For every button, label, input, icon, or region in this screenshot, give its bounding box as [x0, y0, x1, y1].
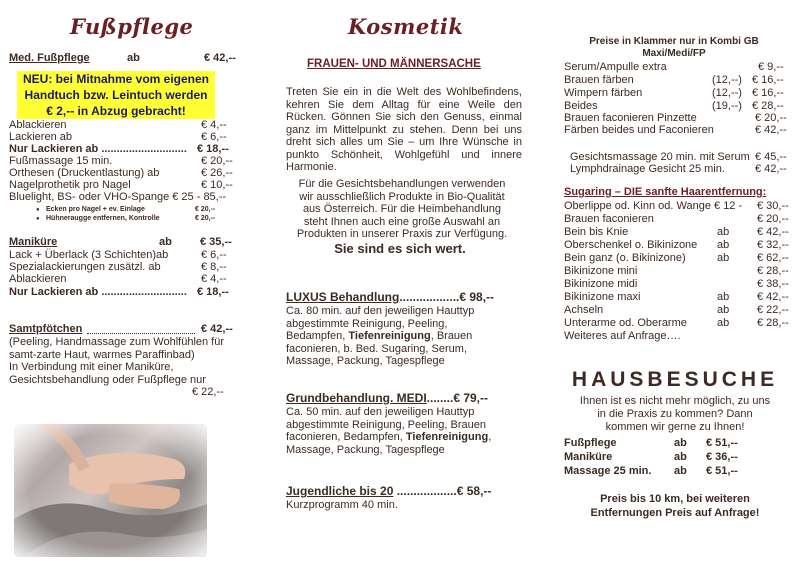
- item-label: Brauen faconieren: [564, 213, 654, 225]
- item-label: Serum/Ampulle extra: [564, 61, 667, 73]
- item-combo-price: (19,--): [712, 100, 742, 112]
- item-price: € 30,--: [757, 200, 789, 212]
- luxus-description: [286, 305, 526, 368]
- manikuere-row: [9, 236, 239, 248]
- item-label: Nagelprothetik pro Nagel: [9, 179, 131, 191]
- jugend-dots: ..................: [393, 484, 457, 498]
- item-label: Weiteres auf Anfrage….: [564, 330, 681, 342]
- grund-bold: Tiefenreinigung: [405, 431, 489, 443]
- item-price: € 42,--: [755, 124, 787, 136]
- samt-line: Gesichtsbehandlung oder Fußpflege nur: [9, 373, 206, 386]
- item-price: € 16,--: [752, 87, 784, 99]
- hausbesuche-text: [556, 395, 794, 434]
- item-price: € 45,--: [755, 151, 787, 163]
- item-price: € 20,--: [755, 112, 787, 124]
- item-price: € 20,--: [195, 206, 216, 213]
- manikuere-ab: ab: [159, 236, 172, 248]
- item-price: € 62,--: [757, 252, 789, 264]
- list-item: [564, 213, 794, 225]
- list-item: [564, 278, 794, 290]
- item-price: € 26,--: [201, 167, 233, 179]
- item-price: € 10,--: [201, 179, 233, 191]
- item-label: Maniküre: [564, 451, 613, 463]
- item-price: € 28,--: [752, 100, 784, 112]
- column-extras: [556, 0, 800, 562]
- item-label: Oberlippe od. Kinn od. Wange € 12 -: [564, 200, 743, 212]
- manikuere-label: Maniküre: [9, 236, 58, 248]
- item-price: € 42,--: [757, 291, 789, 303]
- list-item: [9, 131, 239, 143]
- item-label: Beides: [564, 100, 598, 112]
- list-item: [564, 87, 790, 99]
- item-label: Orthesen (Druckentlastung) ab: [9, 167, 160, 179]
- item-label: Ecken pro Nagel + ev. Einlage: [46, 206, 145, 213]
- item-price: € 20,--: [201, 155, 233, 167]
- item-ab: ab: [717, 252, 730, 264]
- item-label: Lymphdrainage Gesicht 25 min.: [570, 163, 725, 175]
- item-label: Fußpflege: [564, 437, 617, 449]
- item-label: Nur Lackieren ab ............................: [9, 286, 187, 298]
- item-price: € 22,--: [757, 304, 789, 316]
- item-label: Bikinizone mini: [564, 265, 638, 277]
- list-item: [564, 124, 790, 136]
- grund-line: Ca. 50 min. auf den jeweiligen Hauttyp: [286, 406, 475, 418]
- item-price: € 42,--: [755, 163, 787, 175]
- item-label: Gesichtsmassage 20 min. mit Serum: [570, 151, 750, 163]
- item-combo-price: (12,--): [712, 87, 742, 99]
- grund-label: Grundbehandlung. MEDI: [286, 391, 427, 405]
- luxus-bold: Tiefenreinigung: [348, 330, 431, 342]
- jugend-price: € 58,--: [456, 484, 492, 498]
- hausbesuche-footer: [556, 492, 794, 520]
- hausbesuche-line: in die Praxis zu kommen? Dann: [597, 408, 753, 420]
- med-fusspflege-label: Med. Fußpflege: [9, 52, 90, 64]
- samtpfoetchen-row: [9, 323, 239, 335]
- item-price: € 16,--: [752, 74, 784, 86]
- luxus-line: [286, 330, 526, 343]
- item-ab: ab: [717, 226, 730, 238]
- item-price: € 51,--: [706, 437, 738, 449]
- item-price: € 6,--: [201, 249, 227, 261]
- luxus-line: abgestimmte Reinigung, Peeling,: [286, 317, 448, 330]
- item-price: € 51,--: [706, 465, 738, 477]
- list-item: [564, 163, 794, 175]
- frauen-maennersache-heading: FRAUEN- UND MÄNNERSACHE: [307, 58, 481, 70]
- item-price: € 36,--: [706, 451, 738, 463]
- hands-image: [14, 424, 207, 557]
- grund-dots: ........: [426, 391, 454, 405]
- list-item: [564, 200, 794, 212]
- grund-text: ,: [488, 431, 492, 443]
- list-item: [564, 317, 794, 329]
- grund-line: [286, 431, 526, 444]
- list-item: [9, 119, 239, 131]
- samt-label: Samtpfötchen: [9, 323, 83, 335]
- item-ab: ab: [717, 317, 730, 329]
- item-label: Brauen färben: [564, 74, 634, 86]
- hands-photo: [14, 424, 207, 557]
- item-ab: ab: [717, 239, 730, 251]
- list-item: [564, 239, 794, 251]
- bio-line: wir ausschließlich Produkte in Bio-Qualität: [299, 190, 505, 203]
- item-price: € 8,--: [201, 261, 227, 273]
- item-price: € 9,--: [758, 61, 784, 73]
- column-fusspflege: [0, 0, 248, 562]
- item-label: Bikinizone maxi: [564, 291, 641, 303]
- item-ab: ab: [674, 465, 687, 477]
- kombi-note-2: Maxi/Medi/FP: [642, 48, 706, 59]
- med-fusspflege-price: € 42,--: [204, 52, 236, 64]
- item-label: Wimpern färben: [564, 87, 643, 99]
- item-price: € 20,--: [757, 213, 789, 225]
- luxus-label: LUXUS Behandlung: [286, 290, 400, 304]
- item-label: Oberschenkel o. Bikinizone: [564, 239, 698, 251]
- list-item: [9, 155, 239, 167]
- hausbesuche-line: kommen wir gerne zu Ihnen!: [605, 421, 745, 433]
- luxus-line: faconieren, b. Bed. Sugaring, Serum,: [286, 342, 467, 355]
- list-item: [564, 451, 784, 463]
- grund-price: € 79,--: [453, 391, 489, 405]
- item-price: € 28,--: [757, 317, 789, 329]
- list-item: [9, 143, 239, 155]
- item-price: € 28,--: [757, 265, 789, 277]
- bio-line: steht Ihnen auch eine große Auswahl an: [303, 215, 501, 228]
- list-item: [564, 226, 794, 238]
- list-item: [9, 273, 239, 285]
- luxus-text: Bedampfen,: [286, 330, 346, 342]
- list-item: [564, 465, 784, 477]
- bio-paragraph: [282, 178, 522, 241]
- tagline: Sie sind es sich wert.: [334, 241, 466, 256]
- item-price: € 18,--: [197, 143, 229, 155]
- grund-header: [286, 392, 488, 404]
- manikuere-price: € 35,--: [200, 236, 232, 248]
- luxus-text: , Brauen: [430, 330, 473, 342]
- footer-line: Entfernungen Preis auf Anfrage!: [590, 507, 760, 519]
- item-label: Hühneraugge entfernen, Kontrolle: [46, 215, 160, 222]
- item-label: Lack + Überlack (3 Schichten)ab: [9, 249, 169, 261]
- item-price: € 42,--: [757, 226, 789, 238]
- item-price: € 4,--: [201, 273, 227, 285]
- list-item: [9, 179, 239, 191]
- notice-line-3: € 2,-- in Abzug gebracht!: [46, 104, 186, 118]
- grund-description: [286, 406, 526, 456]
- jugend-description: Kurzprogramm 40 min.: [286, 499, 398, 511]
- item-combo-price: (12,--): [712, 74, 742, 86]
- list-item: [564, 100, 790, 112]
- samt-description: [9, 336, 239, 399]
- item-price: € 18,--: [197, 286, 229, 298]
- sugaring-heading: Sugaring – DIE sanfte Haarentfernung:: [564, 186, 767, 198]
- samt-line: samt-zarte Haut, warmes Paraffinbad): [9, 348, 195, 361]
- grund-line: Massage, Packung, Tagespflege: [286, 443, 445, 456]
- item-label: Bluelight, BS- oder VHO-Spange € 25 - 85,--: [9, 191, 227, 203]
- kosmetik-title: Kosmetik: [348, 14, 464, 39]
- notice-box: [17, 71, 215, 119]
- item-label: Brauen faconieren Pinzette: [564, 112, 697, 124]
- list-item: [564, 112, 790, 124]
- item-ab: ab: [717, 291, 730, 303]
- item-label: Ablackieren: [9, 273, 67, 285]
- list-item: [9, 191, 239, 203]
- bio-line: aus Österreich. Für die Heimbehandlung: [302, 203, 502, 215]
- list-item: [564, 252, 794, 264]
- item-label: Unterarme od. Oberarme: [564, 317, 687, 329]
- luxus-dots: ..................: [399, 290, 460, 304]
- notice-line-2: Handtuch bzw. Leintuch werden: [24, 88, 208, 102]
- list-item: [564, 265, 794, 277]
- grund-line: abgestimmte Reinigung, Peeling, Brauen: [286, 418, 486, 431]
- footer-line: Preis bis 10 km, bei weiteren: [600, 493, 750, 505]
- grund-text: faconieren, Bedampfen,: [286, 431, 403, 443]
- fusspflege-title: Fußpflege: [70, 14, 194, 39]
- item-price: € 6,--: [201, 131, 227, 143]
- hausbesuche-title: HAUSBESUCHE: [571, 368, 779, 391]
- item-label: Bein bis Knie: [564, 226, 629, 238]
- notice-line-1: NEU: bei Mitnahme vom eigenen: [22, 72, 210, 86]
- item-ab: ab: [674, 451, 687, 463]
- samt-line: € 22,--: [192, 386, 224, 398]
- samt-line: (Peeling, Handmassage zum Wohlfühlen für: [9, 336, 225, 348]
- luxus-price: € 98,--: [459, 290, 495, 304]
- item-ab: ab: [674, 437, 687, 449]
- samt-line: In Verbindung mit einer Maniküre,: [9, 361, 174, 373]
- item-label: Lackieren ab: [9, 131, 72, 143]
- luxus-line: Massage, Packung, Tagespflege: [286, 355, 445, 367]
- item-label: Spezialackierungen zusätzl. ab: [9, 261, 161, 273]
- column-kosmetik: [278, 0, 532, 562]
- item-label: Massage 25 min.: [564, 465, 652, 477]
- list-item: [46, 213, 226, 225]
- item-ab: ab: [717, 304, 730, 316]
- med-fusspflege-row: [9, 52, 239, 64]
- bio-line: Produkten in unserer Praxis zur Verfügung.: [296, 228, 508, 240]
- intro-paragraph: Treten Sie ein in die Welt des Wohlbefindens, kehren Sie dem Alltag für eine Weile den Rücken. Gönnen Sie sich den Genuss, einmal ganz im Mittelpunkt zu stehen. Denn bei uns dreht sich alles um Sie – um Ihre Wünsche in punkto Schönheit, Wohlgefühl und innere Harmonie.: [286, 86, 522, 173]
- item-price: € 38,--: [757, 278, 789, 290]
- jugend-header: [286, 485, 491, 497]
- bio-line: Für die Gesichtsbehandlungen verwenden: [298, 178, 506, 190]
- list-item: [9, 249, 239, 261]
- list-item: [564, 291, 794, 303]
- list-item: [564, 304, 794, 316]
- item-price: € 20,--: [195, 215, 216, 222]
- item-label: Bikinizone midi: [564, 278, 638, 290]
- hausbesuche-line: Ihnen ist es nicht mehr möglich, zu uns: [579, 395, 771, 407]
- item-label: Bein ganz (o. Bikinizone): [564, 252, 686, 264]
- luxus-line: Ca. 80 min. auf den jeweiligen Hauttyp: [286, 305, 475, 317]
- item-label: Achseln: [564, 304, 604, 316]
- item-label: Nur Lackieren ab ............................: [9, 143, 187, 155]
- item-label: Färben beides und Faconieren: [564, 124, 714, 136]
- luxus-header: [286, 291, 494, 303]
- list-item: [564, 151, 794, 163]
- list-item: [9, 261, 239, 273]
- samt-dots: [87, 333, 195, 334]
- list-item: [9, 167, 239, 179]
- list-item: [564, 330, 794, 342]
- item-label: Fußmassage 15 min.: [9, 155, 113, 167]
- kombi-note-1: Preise in Klammer nur in Kombi GB: [589, 36, 759, 47]
- item-price: € 32,--: [757, 239, 789, 251]
- item-price: € 4,--: [201, 119, 227, 131]
- samt-price: € 42,--: [201, 323, 233, 335]
- list-item: [564, 437, 784, 449]
- list-item: [564, 74, 790, 86]
- list-item: [9, 286, 239, 298]
- item-label: Ablackieren: [9, 119, 67, 131]
- med-fusspflege-ab: ab: [127, 52, 140, 64]
- jugend-label: Jugendliche bis 20: [286, 484, 394, 498]
- list-item: [564, 61, 790, 73]
